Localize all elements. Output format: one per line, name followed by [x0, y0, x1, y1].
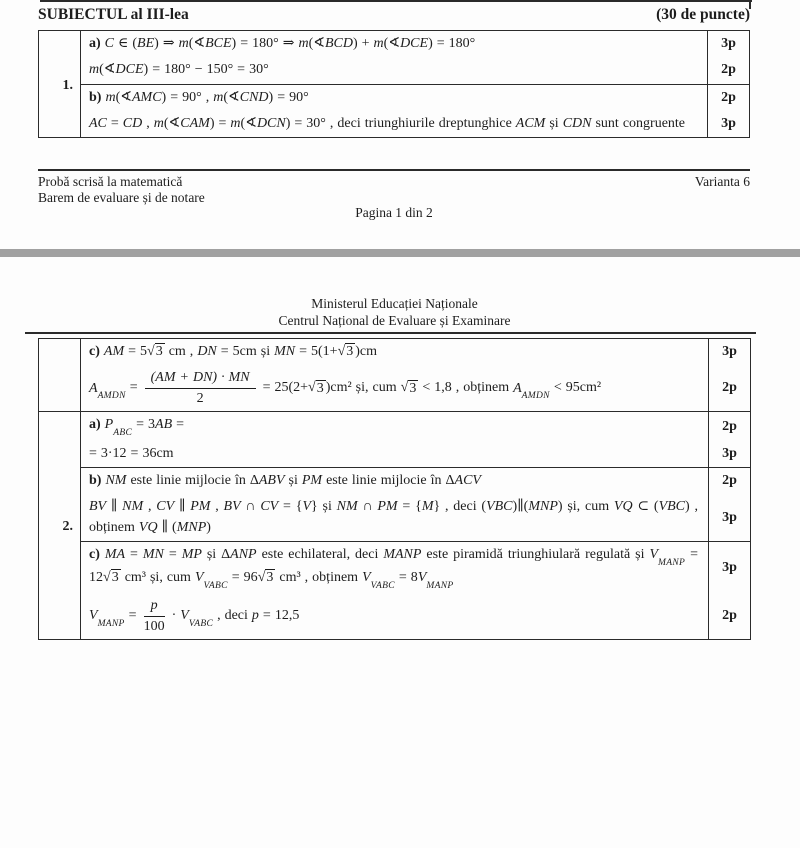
solution-cell — [81, 31, 708, 58]
table-row — [39, 441, 751, 468]
footer-exam-type: Probă scrisă la matematică — [38, 174, 183, 189]
points-cell: 3p — [709, 494, 751, 541]
document-header-block — [38, 296, 751, 329]
table-row — [39, 593, 751, 640]
page-indicator: Pagina 1 din 2 — [355, 205, 433, 220]
solution-cell — [81, 111, 708, 138]
footer-rule — [38, 169, 750, 171]
solution-cell — [81, 339, 709, 366]
table-row — [39, 494, 751, 541]
solution-cell — [81, 494, 709, 541]
points-cell: 3p — [708, 31, 750, 58]
solution-line: $V_{MANP}$ = $\frac{p}{100}$ · $V_{VABC}$ , deci p = 12,5 — [89, 598, 300, 634]
points-cell: 3p — [708, 111, 750, 138]
solution-line: m(∢DCE) = 180° − 150° = 30° — [89, 62, 269, 78]
section-title: SUBIECTUL al III-lea — [38, 6, 189, 23]
solution-line: a) $P_{ABC} = 3AB$ = — [89, 417, 185, 439]
solution-line: AC = CD , m(∢CAM) = m(∢DCN) = 30° , deci triunghiurile dreptunghice ACM și CDN sunt congruente — [89, 115, 686, 131]
footer-variant: Varianta 6 — [694, 174, 750, 189]
solution-line: BV ∥ NM , CV ∥ PM , BV ∩ CV = {V} și NM ∩ PM = {M} , deci (VBC)∥(MNP) și, cum VQ ⊂ (VBC) , obținem VQ ∥ (MNP) — [89, 499, 698, 535]
problem-number-cell: 2. — [39, 412, 81, 640]
table-row — [39, 339, 751, 366]
table-row — [39, 111, 750, 138]
footer-barem-label: Barem de evaluare și de notare — [38, 189, 205, 205]
solution-line: b) NM este linie mijlocie în ΔABV și PM este linie mijlocie în ΔACV — [89, 473, 481, 489]
solution-line: c) MA = MN = MP și ΔANP este echilateral, deci MANP este piramidă triunghiulară regulată și $V_{MANP} = 12√3$ cm³ și, cum $V_{VABC} = 96√3$ cm³ , obținem $V_{VABC} = 8V_{MANP}$ — [89, 547, 698, 591]
ministry-name: Ministerul Educației Naționale — [311, 296, 478, 311]
points-cell: 3p — [709, 542, 751, 594]
solution-cell — [81, 365, 709, 412]
points-cell: 2p — [708, 84, 750, 111]
points-cell: 3p — [709, 441, 751, 468]
center-name: Centrul Național de Evaluare și Examinare — [278, 312, 511, 328]
problem-number-cell: 1. — [39, 31, 81, 138]
points-cell: 2p — [709, 365, 751, 412]
solution-cell — [81, 57, 708, 84]
solution-cell — [81, 593, 709, 640]
section-heading-row — [38, 6, 750, 24]
solution-line: b) m(∢AMC) = 90° , m(∢CND) = 90° — [89, 89, 309, 105]
solution-cell — [81, 84, 708, 111]
solution-cell — [81, 441, 709, 468]
section-total-points: (30 de puncte) — [656, 6, 750, 23]
solution-line: a) C ∈ (BE) ⇒ m(∢BCE) = 180° ⇒ m(∢BCD) + m(∢DCE) = 180° — [89, 36, 476, 51]
barem-table-page2 — [38, 338, 751, 640]
page-separator — [0, 249, 800, 257]
solution-cell — [81, 412, 709, 441]
table-row — [39, 31, 750, 58]
table-row — [39, 468, 751, 495]
barem-table-page2-wrap — [38, 338, 751, 640]
points-cell: 3p — [709, 339, 751, 366]
points-cell: 2p — [708, 57, 750, 84]
table-row — [39, 542, 751, 594]
solution-line: = 3·12 = 36cm — [89, 445, 174, 461]
previous-table-bottom-edge — [40, 0, 752, 2]
solution-line: c) AM = 5√3 cm , DN = 5cm și MN = 5(1+√3 )cm — [89, 344, 378, 359]
points-cell: 2p — [709, 593, 751, 640]
solution-cell — [81, 542, 709, 594]
points-cell: 2p — [709, 468, 751, 495]
solution-line: $A_{AMDN}$ = $\frac{(AM + DN) \cdot MN}{2}$ = 25(2+√3 )cm² și, cum √3 < 1,8 , obținem $A_{AMDN} < 95cm^2$ — [89, 370, 602, 406]
table-row — [39, 57, 750, 84]
barem-table-page1 — [38, 30, 750, 138]
barem-table-page1-wrap — [38, 30, 750, 138]
solution-cell — [81, 468, 709, 495]
problem-number-cell — [39, 339, 81, 412]
points-cell: 2p — [709, 412, 751, 441]
header-rule — [25, 332, 756, 334]
table-row — [39, 84, 750, 111]
table-row — [39, 365, 751, 412]
table-row — [39, 412, 751, 441]
